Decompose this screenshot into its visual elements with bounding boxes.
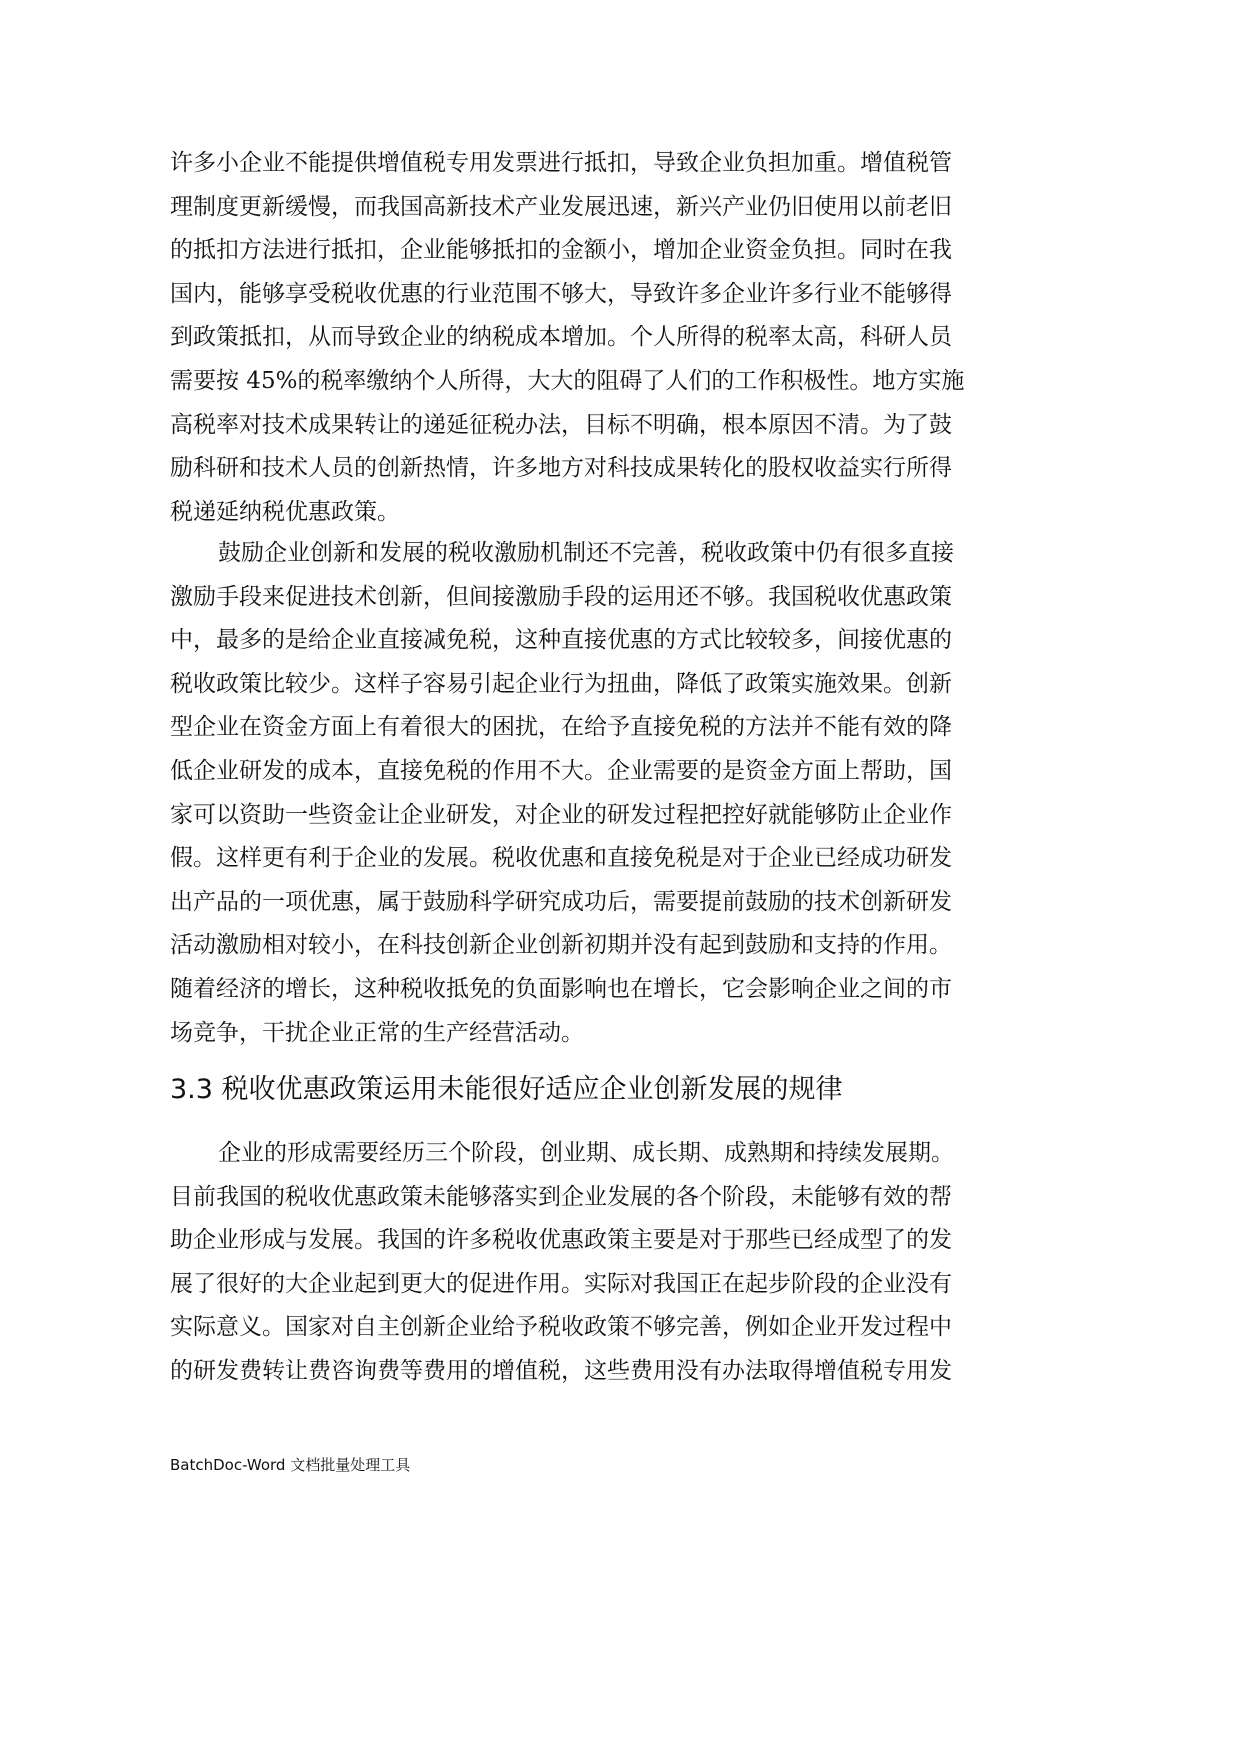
paragraph-line: 励科研和技术人员的创新热情，许多地方对科技成果转化的股权收益实行所得: [170, 455, 952, 482]
section-heading: 3.3 税收优惠政策运用未能很好适应企业创新发展的规律: [170, 1074, 843, 1105]
paragraph-line: 型企业在资金方面上有着很大的困扰，在给予直接免税的方法并不能有效的降: [170, 714, 952, 741]
paragraph-line: 助企业形成与发展。我国的许多税收优惠政策主要是对于那些已经成型了的发: [170, 1227, 952, 1254]
paragraph-line: 实际意义。国家对自主创新企业给予税收政策不够完善，例如企业开发过程中: [170, 1314, 952, 1341]
paragraph-line: 家可以资助一些资金让企业研发，对企业的研发过程把控好就能够防止企业作: [170, 801, 952, 828]
paragraph-line: 场竞争，干扰企业正常的生产经营活动。: [170, 1019, 584, 1046]
paragraph-line: 激励手段来促进技术创新，但间接激励手段的运用还不够。我国税收优惠政策: [170, 583, 952, 610]
paragraph-line: 活动激励相对较小，在科技创新企业创新初期并没有起到鼓励和支持的作用。: [170, 932, 952, 959]
paragraph-line: 高税率对技术成果转让的递延征税办法，目标不明确，根本原因不清。为了鼓: [170, 411, 952, 438]
paragraph-line: 需要按 45%的税率缴纳个人所得，大大的阻碍了人们的工作积极性。地方实施: [170, 368, 965, 394]
paragraph-line: 展了很好的大企业起到更大的促进作用。实际对我国正在起步阶段的企业没有: [170, 1270, 952, 1297]
paragraph-line: 的抵扣方法进行抵扣，企业能够抵扣的金额小，增加企业资金负担。同时在我: [170, 237, 952, 264]
paragraph-line: 企业的形成需要经历三个阶段，创业期、成长期、成熟期和持续发展期。: [218, 1140, 954, 1166]
paragraph-line: 假。这样更有利于企业的发展。税收优惠和直接免税是对于企业已经成功研发: [170, 845, 952, 872]
paragraph-line: 理制度更新缓慢，而我国高新技术产业发展迅速，新兴产业仍旧使用以前老旧: [170, 193, 952, 220]
paragraph-line: 税递延纳税优惠政策。: [170, 498, 400, 525]
paragraph-line: 目前我国的税收优惠政策未能够落实到企业发展的各个阶段，未能够有效的帮: [170, 1183, 952, 1210]
paragraph-line: 税收政策比较少。这样子容易引起企业行为扭曲，降低了政策实施效果。创新: [170, 670, 952, 697]
paragraph-line: 许多小企业不能提供增值税专用发票进行抵扣，导致企业负担加重。增值税管: [170, 150, 952, 176]
paragraph-line: 中，最多的是给企业直接减免税，这种直接优惠的方式比较较多，间接优惠的: [170, 627, 952, 654]
paragraph-line: 的研发费转让费咨询费等费用的增值税，这些费用没有办法取得增值税专用发: [170, 1358, 952, 1384]
paragraph-line: 低企业研发的成本，直接免税的作用不大。企业需要的是资金方面上帮助，国: [170, 758, 952, 784]
paragraph-line: 随着经济的增长，这种税收抵免的负面影响也在增长，它会影响企业之间的市: [170, 976, 952, 1002]
page-footer: BatchDoc-Word 文档批量处理工具: [170, 1456, 411, 1474]
paragraph-line: 出产品的一项优惠，属于鼓励科学研究成功后，需要提前鼓励的技术创新研发: [170, 888, 952, 915]
paragraph-line: 国内，能够享受税收优惠的行业范围不够大，导致许多企业许多行业不能够得: [170, 280, 952, 307]
paragraph-line: 鼓励企业创新和发展的税收激励机制还不完善，税收政策中仍有很多直接: [218, 540, 954, 566]
paragraph-line: 到政策抵扣，从而导致企业的纳税成本增加。个人所得的税率太高，科研人员: [170, 324, 952, 351]
